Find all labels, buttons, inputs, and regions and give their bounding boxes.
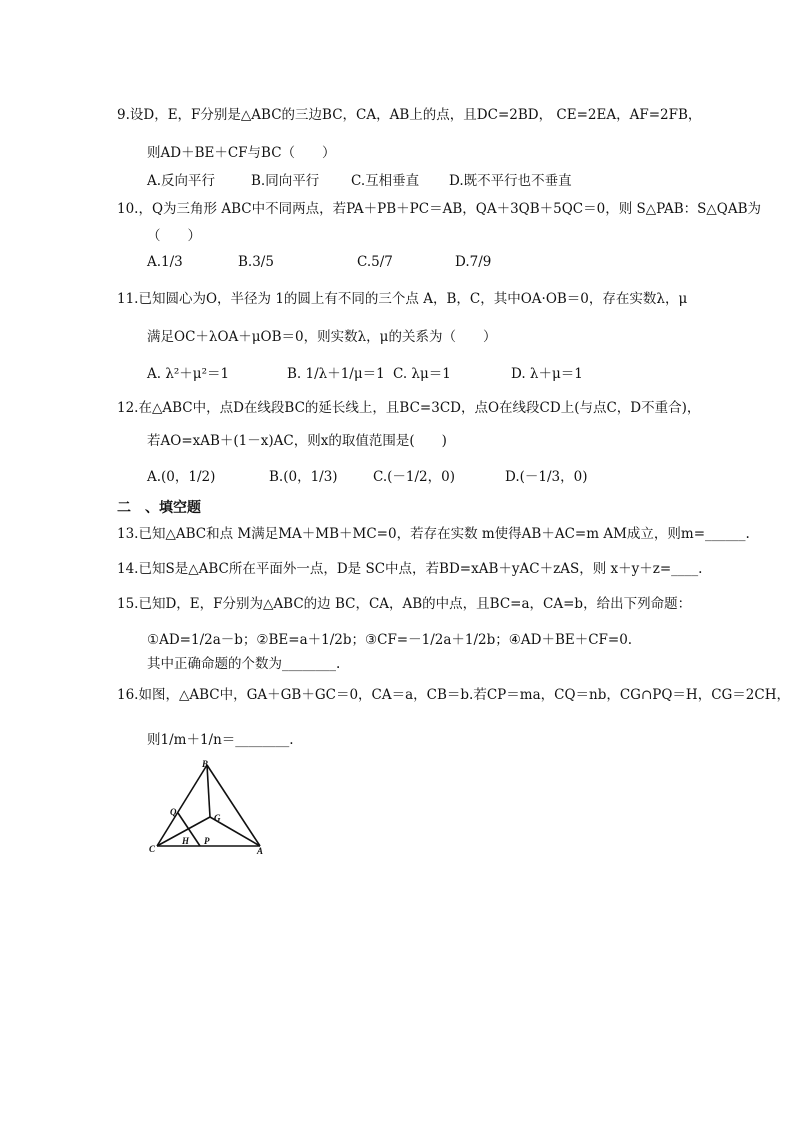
edge-ba: [207, 765, 260, 846]
q14-text: 14.已知S是△ABC所在平面外一点，D是 SC中点，若BD=xAB＋yAC＋zAS，则 x＋y＋z=____.: [117, 561, 703, 577]
q10-option-a: A.1/3: [147, 254, 183, 270]
q10-option-d: D.7/9: [455, 254, 492, 270]
q9-option-d: D.既不平行也不垂直: [449, 173, 572, 189]
q10-stem-continuation: （ ）: [147, 228, 201, 244]
q12-stem: 12.在△ABC中，点D在线段BC的延长线上，且BC=3CD，点O在线段CD上(与点C，D不重合)，: [117, 400, 701, 416]
label-c: C: [149, 844, 156, 854]
label-b: B: [202, 759, 209, 769]
label-h: H: [182, 836, 190, 846]
q12-stem-continuation: 若AO=xAB＋(1－x)AC，则x的取值范围是( ): [147, 433, 447, 449]
label-g: G: [214, 813, 221, 823]
q12-option-a: A.(0，1/2): [147, 469, 216, 485]
q12-option-d: D.(－1/3，0): [505, 469, 588, 485]
segment-bg: [207, 765, 210, 817]
q11-stem-continuation: 满足OC＋λOA＋μOB＝0，则实数λ，μ的关系为（ ）: [147, 329, 497, 345]
triangle-figure: [140, 757, 270, 857]
edge-bc: [157, 765, 207, 846]
q9-option-a: A.反向平行: [147, 173, 216, 189]
q16-stem: 16.如图，△ABC中，GA＋GB＋GC＝0，CA＝a，CB＝b.若CP＝ma，CQ＝nb，CG∩PQ＝H，CG＝2CH，: [117, 687, 791, 703]
q11-option-c: C. λμ＝1: [393, 366, 451, 382]
q12-option-b: B.(0，1/3): [269, 469, 338, 485]
q9-stem-continuation: 则AD＋BE＋CF与BC（ ）: [147, 145, 336, 161]
q10-option-c: C.5/7: [357, 254, 393, 270]
q10-stem: 10.，Q为三角形 ABC中不同两点，若PA＋PB＋PC＝AB，QA＋3QB＋5QC＝0，则 S△PAB：S△QAB为: [117, 201, 762, 217]
q16-stem-continuation: 则1/m＋1/n＝________.: [147, 732, 294, 748]
q13-text: 13.已知△ABC和点 M满足MA＋MB＋MC=0，若存在实数 m使得AB＋AC=m AM成立，则m=______.: [117, 526, 750, 542]
q11-option-b: B. 1/λ＋1/μ＝1: [287, 366, 385, 382]
section-title-fill-in: 二 、填空题: [117, 500, 201, 516]
q15-stem: 15.已知D，E，F分别为△ABC的边 BC，CA，AB的中点，且BC=a，CA=b，给出下列命题：: [117, 596, 692, 612]
q15-items: ①AD=1/2a－b；②BE=a＋1/2b；③CF=－1/2a＋1/2b；④AD＋BE＋CF=0.: [147, 632, 633, 648]
q9-stem: 9.设D，E，F分别是△ABC的三边BC，CA，AB上的点，且DC=2BD， CE=2EA，AF=2FB，: [117, 107, 702, 123]
q11-stem: 11.已知圆心为O，半径为 1的圆上有不同的三个点 A，B，C，其中OA·OB＝0，存在实数λ，μ: [117, 291, 688, 307]
q12-option-c: C.(－1/2，0): [373, 469, 455, 485]
label-q: Q: [170, 807, 177, 817]
q10-option-b: B.3/5: [238, 254, 274, 270]
q11-option-a: A. λ²＋μ²＝1: [147, 366, 230, 382]
label-a: A: [257, 846, 264, 856]
q9-option-b: B.同向平行: [251, 173, 320, 189]
label-p: P: [204, 836, 210, 846]
q9-option-c: C.互相垂直: [351, 173, 420, 189]
q11-option-d: D. λ＋μ＝1: [511, 366, 583, 382]
q15-question: 其中正确命题的个数为________.: [147, 656, 341, 672]
